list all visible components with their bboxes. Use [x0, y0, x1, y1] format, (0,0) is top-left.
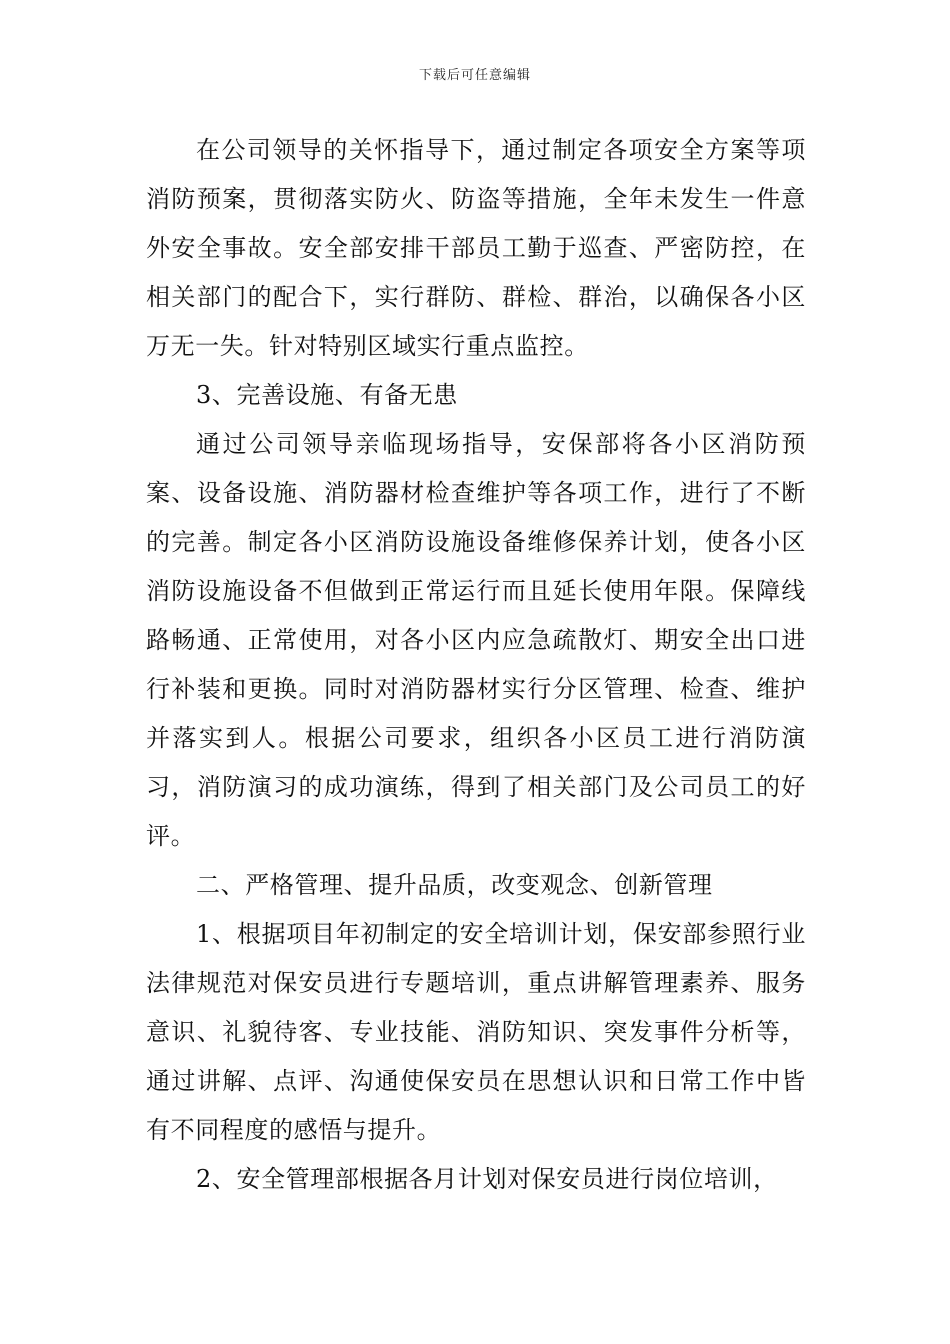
paragraph-security-measures: 在公司领导的关怀指导下，通过制定各项安全方案等项消防预案，贯彻落实防火、防盗等措施，全年未发生一件意外安全事故。安全部安排干部员工勤于巡查、严密防控，在相关部门的配合下，实行群防、群检、群治，以确保各小区万无一失。针对特别区域实行重点监控。 — [146, 136, 806, 360]
paragraph-fire-facilities: 通过公司领导亲临现场指导，安保部将各小区消防预案、设备设施、消防器材检查维护等各项工作，进行了不断的完善。制定各小区消防设施设备维修保养计划，使各小区消防设施设备不但做到正常运行而且延长使用年限。保障线路畅通、正常使用，对各小区内应急疏散灯、期安全出口进行补装和更换。同时对消防器材实行分区管理、检查、维护并落实到人。根据公司要求，组织各小区员工进行消防演习，消防演习的成功演练，得到了相关部门及公司员工的好评。 — [146, 430, 806, 850]
document-body — [146, 126, 806, 1204]
paragraph-post-training: 2、安全管理部根据各月计划对保安员进行岗位培训， — [196, 1165, 778, 1193]
paragraph-training-plan: 1、根据项目年初制定的安全培训计划，保安部参照行业法律规范对保安员进行专题培训，重点讲解管理素养、服务意识、礼貌待客、专业技能、消防知识、突发事件分析等，通过讲解、点评、沟通使保安员在思想认识和日常工作中皆有不同程度的感悟与提升。 — [146, 920, 806, 1144]
heading-improve-facilities: 3、完善设施、有备无患 — [196, 381, 458, 409]
heading-strict-management: 二、严格管理、提升品质，改变观念、创新管理 — [196, 871, 713, 899]
header-note: 下载后可任意编辑 — [418, 68, 531, 83]
